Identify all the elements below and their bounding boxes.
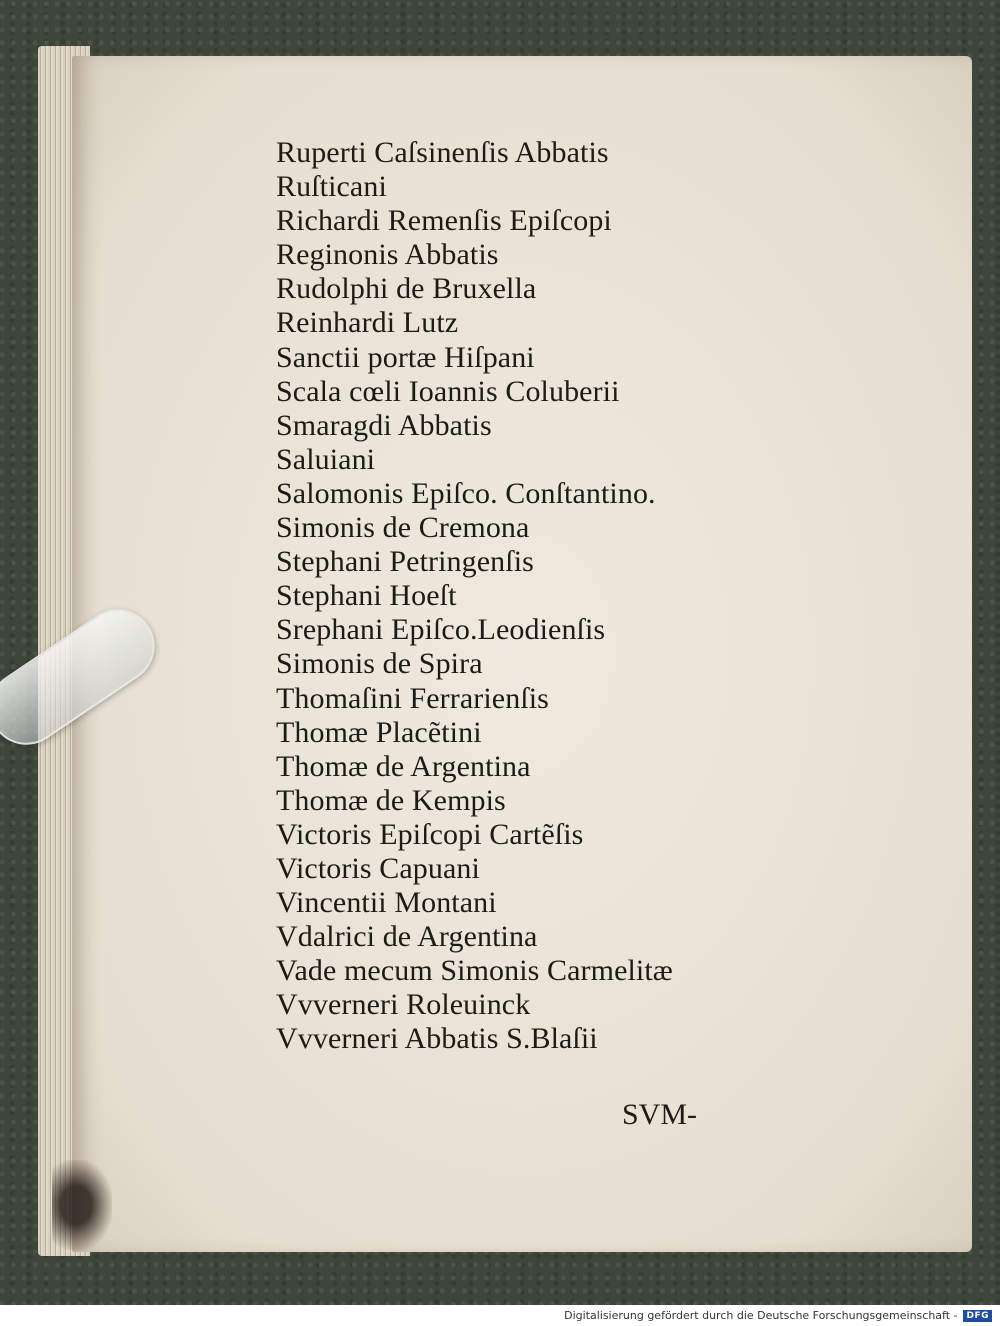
index-entry: Ruperti Caſsinenſis Abbatis xyxy=(276,136,609,169)
index-entry: Thomæ de Argentina xyxy=(276,749,531,783)
index-entry: Srephani Epiſco.Leodienſis xyxy=(276,613,606,647)
index-entry: Stephani Petringenſis xyxy=(276,545,534,579)
index-entry: Thomæ Placẽtini xyxy=(276,715,482,749)
index-entry: Richardi Remenſis Epiſcopi xyxy=(276,204,612,238)
index-entry: Vincentii Montani xyxy=(276,886,497,920)
digitization-footer xyxy=(0,1305,1000,1326)
index-entry: Smaragdi Abbatis xyxy=(276,408,492,442)
index-entry: Scala cœli Ioannis Coluberii xyxy=(276,374,620,408)
author-index-list xyxy=(276,136,673,1057)
index-entry: Sanctii portæ Hiſpani xyxy=(276,340,535,374)
index-entry: Stephani Hoeſt xyxy=(276,579,457,613)
index-entry: Vvverneri Roleuinck xyxy=(276,988,531,1022)
index-entry: Rudolphi de Bruxella xyxy=(276,272,537,306)
index-entry: Ruſticani xyxy=(276,170,387,204)
index-entry: Saluiani xyxy=(276,442,376,476)
index-entry: Vvverneri Abbatis S.Blaſii xyxy=(276,1022,598,1056)
index-entry: Simonis de Spira xyxy=(276,647,483,681)
dfg-logo-icon: DFG xyxy=(963,1310,992,1322)
catchword: SVM- xyxy=(622,1098,698,1131)
index-entry: Vdalrici de Argentina xyxy=(276,920,538,954)
index-entry: Thomaſini Ferrarienſis xyxy=(276,681,549,715)
index-entry: Reginonis Abbatis xyxy=(276,238,499,272)
index-entry: Salomonis Epiſco. Conſtantino. xyxy=(276,476,656,510)
index-entry: Victoris Epiſcopi Cartẽſis xyxy=(276,817,584,851)
index-entry: Thomæ de Kempis xyxy=(276,783,506,817)
page-stain xyxy=(52,1160,112,1250)
index-entry: Vade mecum Simonis Carmelitæ xyxy=(276,954,673,988)
index-entry: Simonis de Cremona xyxy=(276,511,530,545)
funding-notice: Digitalisierung gefördert durch die Deutsche Forschungsgemeinschaft - xyxy=(564,1309,958,1322)
index-entry: Victoris Capuani xyxy=(276,851,480,885)
index-entry: Reinhardi Lutz xyxy=(276,306,459,340)
